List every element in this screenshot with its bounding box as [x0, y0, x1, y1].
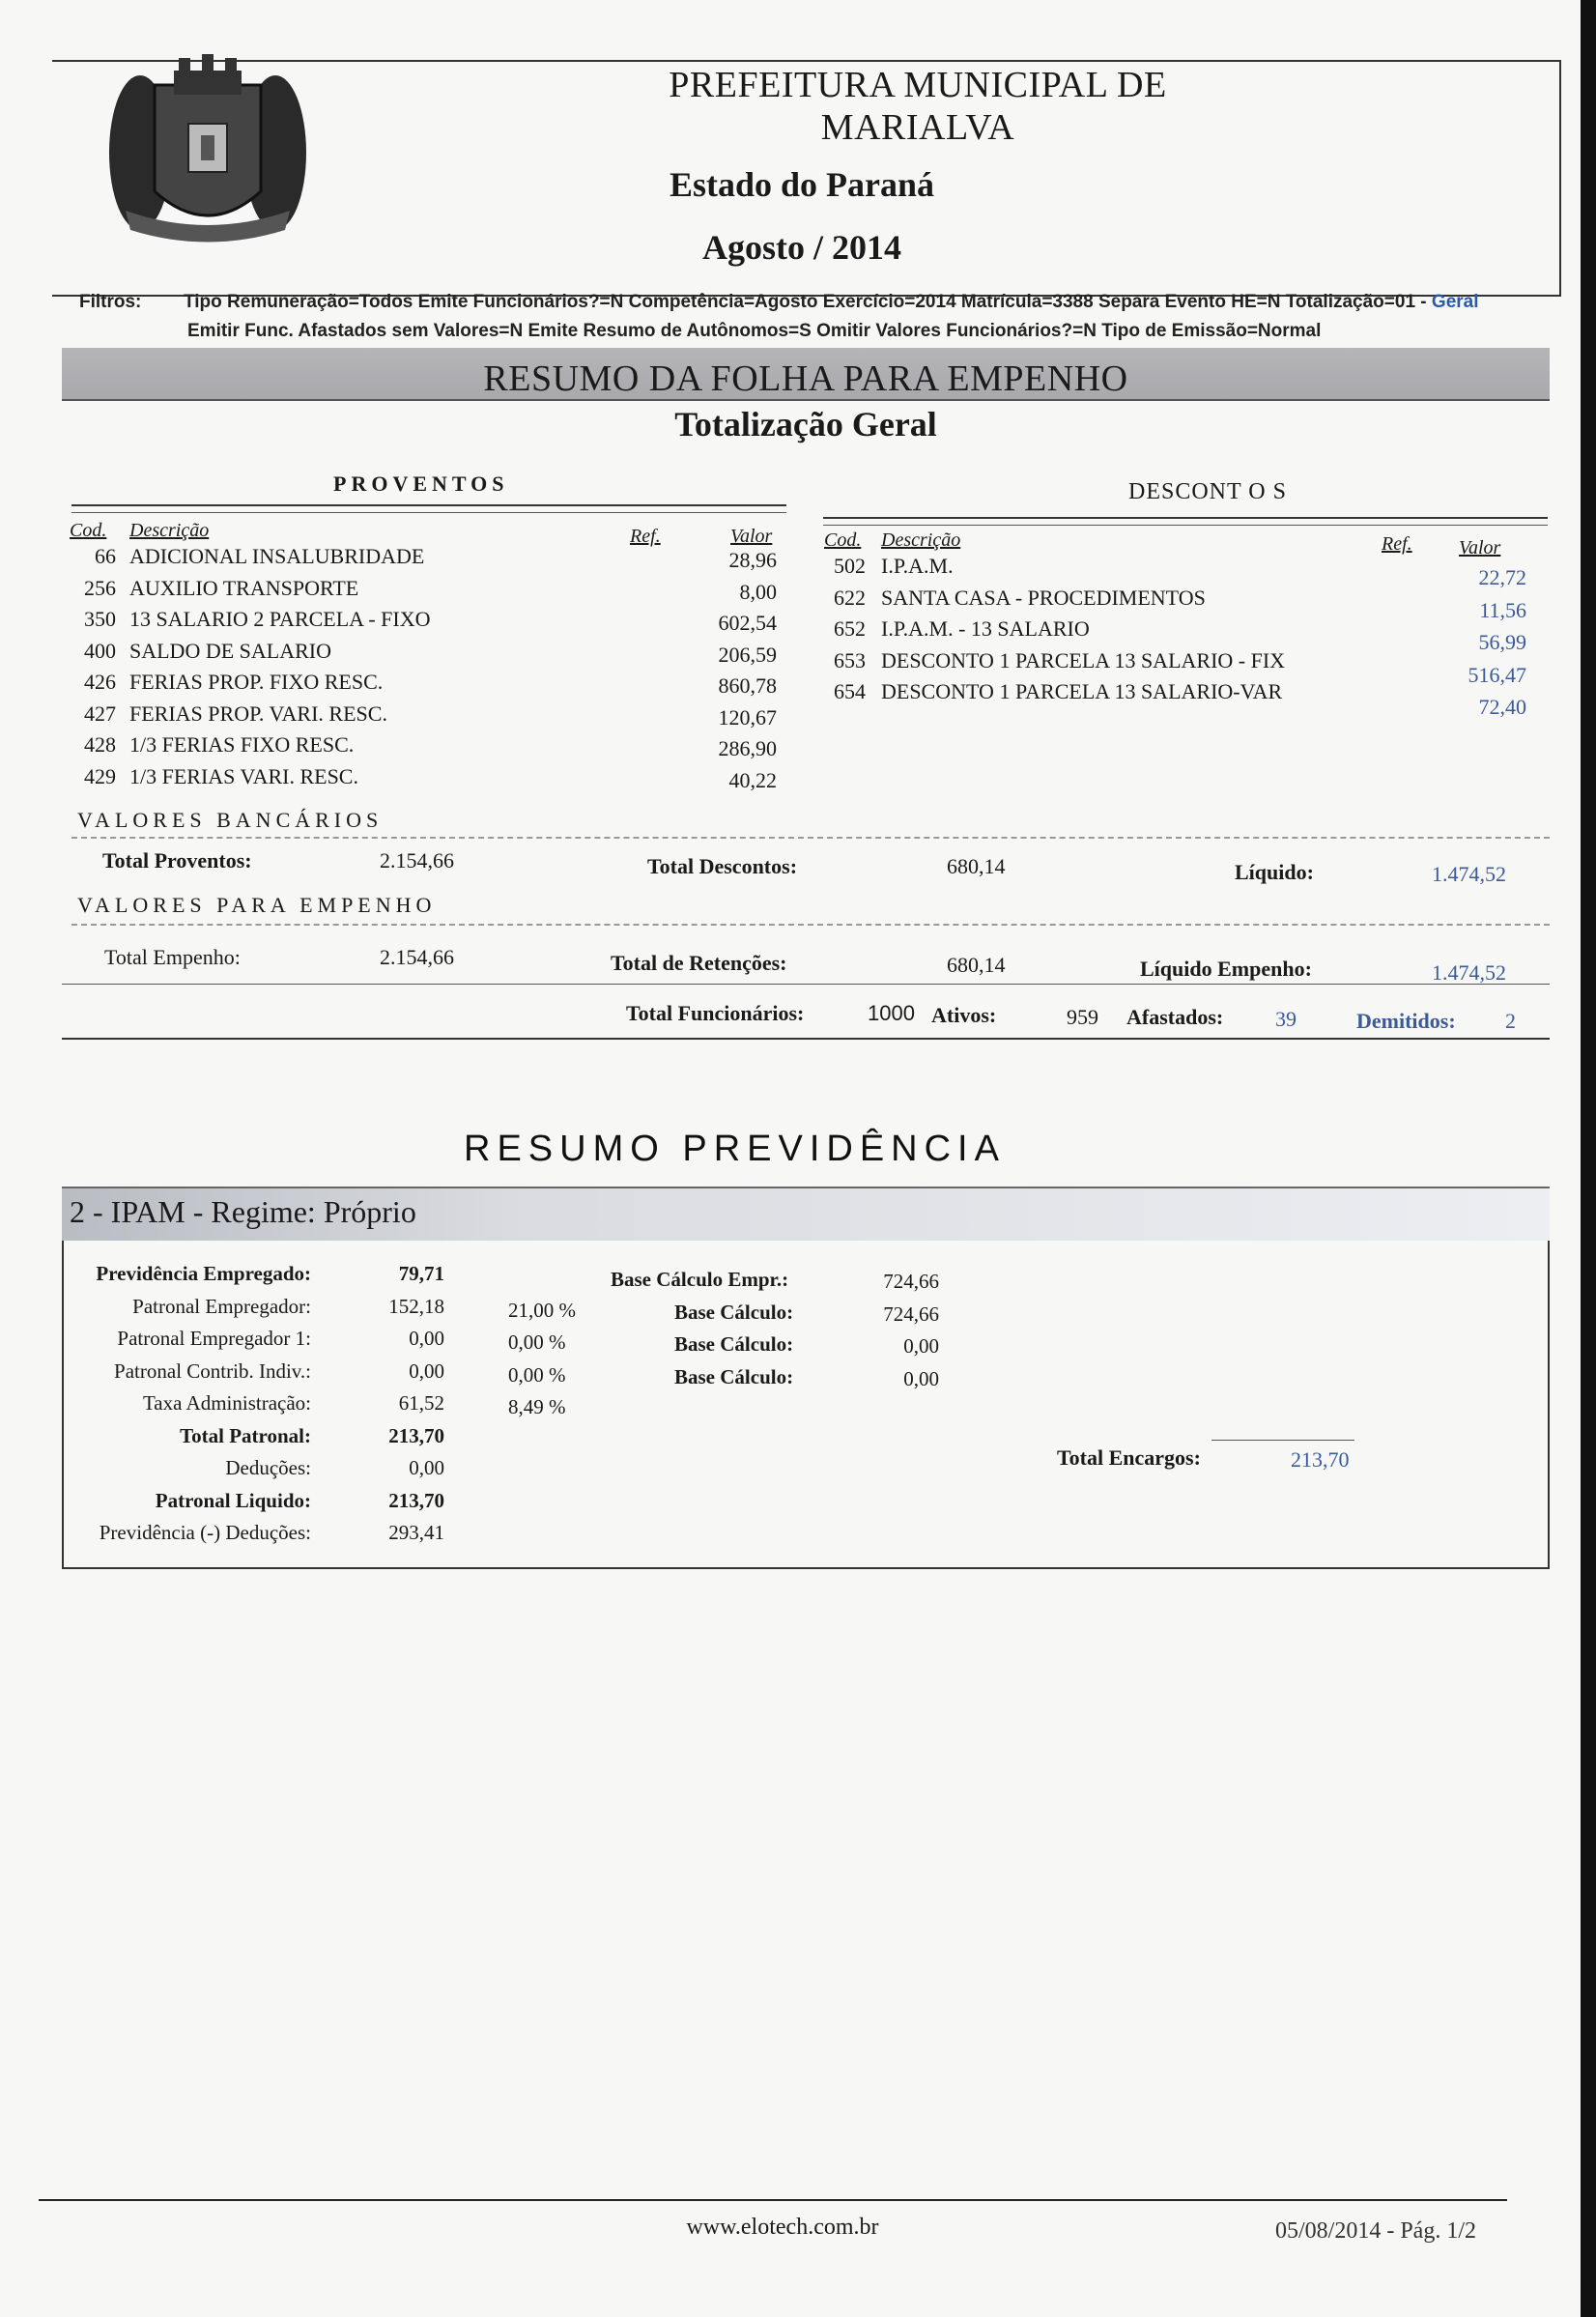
funcionarios-bottom-rule [62, 1038, 1550, 1040]
total-retencoes-label: Total de Retenções: [611, 951, 787, 975]
previdencia-row-label: Taxa Administração: [142, 1391, 311, 1415]
footer-url: www.elotech.com.br [686, 2215, 879, 2240]
page-title: PREFEITURA MUNICIPAL DE MARIALVA [669, 65, 1167, 148]
descontos-row-valor: 516,47 [1468, 663, 1526, 687]
previdencia-row-base-value: 724,66 [883, 1302, 939, 1326]
regime-title: 2 - IPAM - Regime: Próprio [70, 1194, 416, 1229]
empenho-bottom-rule [62, 984, 1550, 985]
state-name: Estado do Paraná [669, 165, 935, 204]
previdencia-row-base-label: Base Cálculo: [674, 1332, 794, 1356]
total-descontos-label: Total Descontos: [647, 854, 798, 878]
previdencia-row-label: Total Patronal: [180, 1424, 311, 1447]
afastados-value: 39 [1275, 1007, 1297, 1031]
descontos-label: DESCONT O S [1128, 479, 1287, 504]
descontos-row-cod: 653 [834, 648, 866, 672]
proventos-row-valor: 8,00 [739, 580, 777, 604]
scan-edge [1581, 0, 1596, 2317]
report-period: Agosto / 2014 [702, 228, 901, 267]
previdencia-row-base-label: Base Cálculo: [674, 1365, 794, 1388]
previdencia-row-percent: 0,00 % [508, 1363, 566, 1387]
footer-rule [39, 2199, 1507, 2201]
previdencia-title: RESUMO PREVIDÊNCIA [464, 1129, 1006, 1169]
proventos-row-cod: 66 [95, 544, 116, 568]
municipal-crest-logo [97, 46, 319, 254]
afastados-label: Afastados: [1126, 1005, 1224, 1029]
proventos-row-desc: 1/3 FERIAS VARI. RESC. [129, 764, 358, 788]
proventos-row-cod: 429 [84, 764, 116, 788]
previdencia-row-label: Patronal Liquido: [155, 1489, 311, 1512]
descontos-row-cod: 622 [834, 586, 866, 610]
proventos-row-desc: 13 SALARIO 2 PARCELA - FIXO [129, 607, 431, 631]
descontos-header-desc: Descrição [881, 529, 961, 551]
descontos-top-rule [823, 517, 1548, 519]
previdencia-row-label: Patronal Contrib. Indiv.: [114, 1359, 311, 1383]
proventos-row-valor: 206,59 [718, 643, 777, 667]
total-retencoes-value: 680,14 [947, 953, 1006, 977]
total-descontos-value: 680,14 [947, 854, 1006, 878]
proventos-row-cod: 428 [84, 732, 116, 757]
proventos-header-cod: Cod. [70, 520, 107, 541]
previdencia-row-percent: 21,00 % [508, 1299, 576, 1322]
proventos-row-valor: 286,90 [718, 736, 777, 760]
ativos-label: Ativos: [931, 1003, 997, 1027]
filters-line-1 [184, 288, 1479, 316]
valores-bancarios-label: VALORES BANCÁRIOS [77, 808, 384, 832]
total-encargos-label: Total Encargos: [1057, 1445, 1201, 1470]
filters-label: Filtros: [79, 292, 142, 312]
liquido-empenho-value: 1.474,52 [1432, 960, 1506, 985]
valores-empenho-label: VALORES PARA EMPENHO [77, 893, 437, 917]
previdencia-row-base-label: Base Cálculo: [674, 1301, 794, 1324]
previdencia-row-label: Deduções: [225, 1456, 311, 1479]
descontos-row-valor: 22,72 [1478, 565, 1526, 589]
descontos-row-desc: I.P.A.M. [881, 554, 954, 578]
proventos-row-cod: 426 [84, 670, 116, 694]
previdencia-row-label: Previdência (-) Deduções: [99, 1521, 311, 1544]
liquido-label: Líquido: [1235, 860, 1314, 884]
proventos-row-valor: 28,96 [728, 548, 777, 572]
proventos-header-desc: Descrição [129, 520, 210, 541]
previdencia-row-percent: 8,49 % [508, 1395, 566, 1418]
proventos-top-rule-2 [71, 512, 786, 513]
previdencia-row-label: Patronal Empregador: [132, 1295, 311, 1318]
proventos-row-valor: 860,78 [718, 673, 777, 698]
previdencia-row-value: 293,41 [388, 1521, 444, 1544]
proventos-row-desc: SALDO DE SALARIO [129, 639, 331, 663]
total-empenho-label: Total Empenho: [104, 945, 241, 969]
filters-line-2: Emitir Func. Afastados sem Valores=N Emite Resumo de Autônomos=S Omitir Valores Funcionários?=N Tipo de Emissão=Normal [187, 321, 1322, 341]
previdencia-row-label: Previdência Empregado: [96, 1262, 311, 1285]
proventos-row-cod: 427 [84, 701, 116, 726]
descontos-row-desc: SANTA CASA - PROCEDIMENTOS [881, 586, 1206, 610]
descontos-row-desc: DESCONTO 1 PARCELA 13 SALARIO-VAR [881, 679, 1283, 703]
previdencia-row-value: 213,70 [388, 1424, 444, 1447]
descontos-row-cod: 652 [834, 616, 866, 641]
descontos-header-ref: Ref. [1382, 533, 1412, 555]
empenho-dashed-rule [71, 924, 1550, 926]
previdencia-row-base-value: 724,66 [883, 1270, 939, 1293]
previdencia-row-value: 0,00 [409, 1359, 444, 1383]
proventos-row-desc: FERIAS PROP. VARI. RESC. [129, 701, 387, 726]
descontos-row-cod: 502 [834, 554, 866, 578]
previdencia-row-value: 79,71 [398, 1262, 444, 1285]
proventos-header-valor: Valor [730, 526, 773, 547]
proventos-row-cod: 350 [84, 607, 116, 631]
descontos-row-valor: 72,40 [1478, 695, 1526, 719]
previdencia-row-value: 152,18 [388, 1295, 444, 1318]
proventos-row-desc: 1/3 FERIAS FIXO RESC. [129, 732, 355, 757]
descontos-header-cod: Cod. [824, 529, 862, 551]
descontos-header-valor: Valor [1459, 537, 1501, 558]
total-proventos-value: 2.154,66 [380, 848, 454, 872]
descontos-row-valor: 11,56 [1479, 598, 1526, 622]
previdencia-row-base-value: 0,00 [903, 1367, 939, 1390]
report-subtitle: Totalização Geral [674, 405, 937, 443]
encargos-rule [1211, 1440, 1354, 1441]
previdencia-row-value: 213,70 [388, 1489, 444, 1512]
descontos-top-rule-2 [823, 525, 1548, 526]
demitidos-label: Demitidos: [1356, 1009, 1456, 1033]
proventos-label: PROVENTOS [333, 472, 509, 496]
total-empenho-value: 2.154,66 [380, 945, 454, 969]
previdencia-row-percent: 0,00 % [508, 1330, 566, 1354]
liquido-empenho-label: Líquido Empenho: [1140, 957, 1312, 981]
descontos-row-valor: 56,99 [1478, 630, 1526, 654]
demitidos-value: 2 [1505, 1009, 1516, 1033]
total-proventos-label: Total Proventos: [102, 848, 252, 872]
descontos-row-cod: 654 [834, 679, 866, 703]
previdencia-row-base-label: Base Cálculo Empr.: [611, 1268, 789, 1291]
proventos-row-desc: ADICIONAL INSALUBRIDADE [129, 544, 425, 568]
proventos-header-ref: Ref. [630, 526, 661, 547]
previdencia-row-value: 0,00 [409, 1327, 444, 1350]
total-funcionarios-label: Total Funcionários: [626, 1001, 805, 1025]
total-encargos-value: 213,70 [1291, 1447, 1350, 1472]
previdencia-row-value: 61,52 [398, 1391, 444, 1415]
filters-line-1-highlight: Geral [1431, 292, 1479, 312]
previdencia-row-base-value: 0,00 [903, 1334, 939, 1358]
proventos-row-valor: 40,22 [728, 768, 777, 792]
report-banner-title: RESUMO DA FOLHA PARA EMPENHO [483, 358, 1128, 399]
previdencia-row-value: 0,00 [409, 1456, 444, 1479]
proventos-row-desc: FERIAS PROP. FIXO RESC. [129, 670, 384, 694]
liquido-value: 1.474,52 [1432, 862, 1506, 886]
proventos-row-valor: 602,54 [718, 611, 777, 635]
proventos-top-rule [71, 504, 786, 506]
ativos-value: 959 [1067, 1005, 1098, 1029]
filters-line-1-text: Tipo Remuneração=Todos Emite Funcionários?=N Competência=Agosto Exercício=2014 Matrícula=3388 Separa Evento HE=N Totalização=01 - [184, 292, 1432, 312]
proventos-row-cod: 400 [84, 639, 116, 663]
total-funcionarios-value: 1000 [868, 1001, 915, 1025]
proventos-row-valor: 120,67 [718, 705, 777, 729]
descontos-row-desc: I.P.A.M. - 13 SALARIO [881, 616, 1090, 641]
proventos-row-cod: 256 [84, 576, 116, 600]
footer-date-page: 05/08/2014 - Pág. 1/2 [1275, 2218, 1476, 2244]
bancarios-dashed-rule [71, 837, 1550, 839]
proventos-row-desc: AUXILIO TRANSPORTE [129, 576, 359, 600]
descontos-row-desc: DESCONTO 1 PARCELA 13 SALARIO - FIX [881, 648, 1286, 672]
previdencia-row-label: Patronal Empregador 1: [117, 1327, 311, 1350]
